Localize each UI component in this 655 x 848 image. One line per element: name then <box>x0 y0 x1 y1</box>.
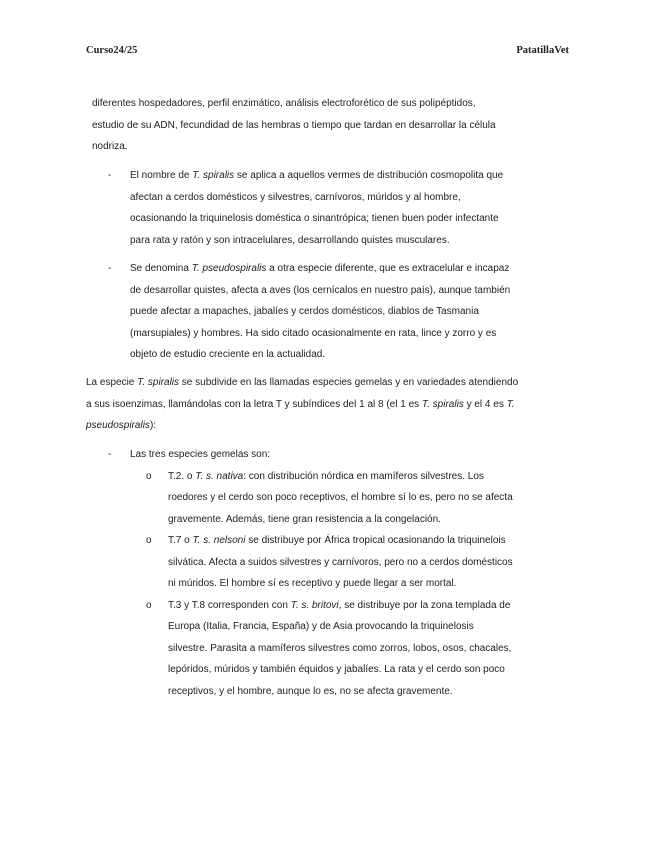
text-run: se aplica a aquellos vermes de distribución cosmopolita que <box>234 170 504 181</box>
dash-marker: - <box>108 263 112 274</box>
text-run: y el 4 es <box>463 399 507 410</box>
text-run: T.2. o <box>168 471 196 482</box>
text-run: Se denomina <box>130 263 192 274</box>
text-line <box>86 399 515 411</box>
species-name: T. spiralis <box>192 170 235 181</box>
text-line: afectan a cerdos domésticos y silvestres, carnívoros, múridos y al hombre, <box>130 192 461 203</box>
text-run: : con distribución nórdica en mamíferos silvestres. Los <box>243 471 484 482</box>
text-line <box>168 535 506 547</box>
bullet-marker: o <box>146 600 152 611</box>
text-line: ni múridos. El hombre sí es receptivo y puede llegar a ser mortal. <box>168 578 457 589</box>
text-line: roedores y el cerdo son poco receptivos, el hombre sí lo es, pero no se afecta <box>168 492 513 503</box>
species-name: T. spiralis <box>137 377 180 388</box>
text-run: a sus isoenzimas, llamándolas con la letra T y subíndices del 1 al 8 (el 1 es <box>86 399 422 410</box>
header-course: Curso24/25 <box>86 45 138 56</box>
species-name: T. pseudospiralis <box>191 263 267 274</box>
text-run: T.7 o <box>168 535 193 546</box>
species-name: T. s. britovi <box>290 600 339 611</box>
text-run: a otra especie diferente, que es extracelular e incapaz <box>266 263 510 274</box>
bullet-marker: o <box>146 535 152 546</box>
text-line <box>86 420 156 432</box>
text-line <box>168 600 510 612</box>
text-run: T.3 y T.8 corresponden con <box>168 600 291 611</box>
text-line: de desarrollar quistes, afecta a aves (los cernícalos en nuestro país), aunque también <box>130 285 511 296</box>
text-line: nodriza. <box>92 141 128 152</box>
text-line: lepóridos, múridos y también équidos y jabalíes. La rata y el cerdo son poco <box>168 664 505 675</box>
text-line <box>130 263 509 275</box>
text-line <box>130 170 503 182</box>
species-name: T. s. nativa <box>195 471 244 482</box>
dash-marker: - <box>108 449 112 460</box>
text-line: silvestre. Parasita a mamíferos silvestres como zorros, lobos, osos, chacales, <box>168 643 512 654</box>
text-line: para rata y ratón y son intracelulares, desarrollando quistes musculares. <box>130 235 450 246</box>
text-run: se distribuye por África tropical ocasionando la triquinelois <box>245 535 506 546</box>
bullet-marker: o <box>146 471 152 482</box>
species-name: T. spiralis <box>421 399 464 410</box>
text-line: gravemente. Además, tiene gran resistencia a la congelación. <box>168 514 441 525</box>
text-line: ocasionando la triquinelosis doméstica o sinantrópica; tienen buen poder infectante <box>130 213 499 224</box>
text-line: receptivos, y el hombre, aunque lo es, no se afecta gravemente. <box>168 686 453 697</box>
text-run: , se distribuye por la zona templada de <box>338 600 511 611</box>
text-line: diferentes hospedadores, perfil enzimático, análisis electroforético de sus polipéptidos, <box>92 98 476 109</box>
text-run: ): <box>149 420 157 431</box>
text-line: estudio de su ADN, fecundidad de las hembras o tiempo que tardan en desarrollar la célula <box>92 120 496 131</box>
dash-marker: - <box>108 170 112 181</box>
text-line: objeto de estudio creciente en la actualidad. <box>130 349 326 360</box>
header-author: PatatillaVet <box>516 45 569 56</box>
text-line <box>86 377 518 389</box>
text-line <box>168 471 484 483</box>
species-name: T. <box>506 399 515 410</box>
text-run: La especie <box>86 377 138 388</box>
text-run: El nombre de <box>130 170 193 181</box>
text-line: (marsupiales) y hombres. Ha sido citado ocasionalmente en rata, lince y zorro y es <box>130 328 497 339</box>
text-line: Las tres especies gemelas son: <box>130 449 271 460</box>
text-run: se subdivide en las llamadas especies gemelas y en variedades atendiendo <box>179 377 519 388</box>
text-line: Europa (Italia, Francia, España) y de Asia provocando la triquinelosis <box>168 621 474 632</box>
text-line: puede afectar a mapaches, jabalíes y cerdos domésticos, diablos de Tasmania <box>130 306 479 317</box>
text-line: silvática. Afecta a suidos silvestres y carnívoros, pero no a cerdos domésticos <box>168 557 513 568</box>
species-name: T. s. nelsoni <box>192 535 246 546</box>
species-name: pseudospiralis <box>86 420 150 431</box>
